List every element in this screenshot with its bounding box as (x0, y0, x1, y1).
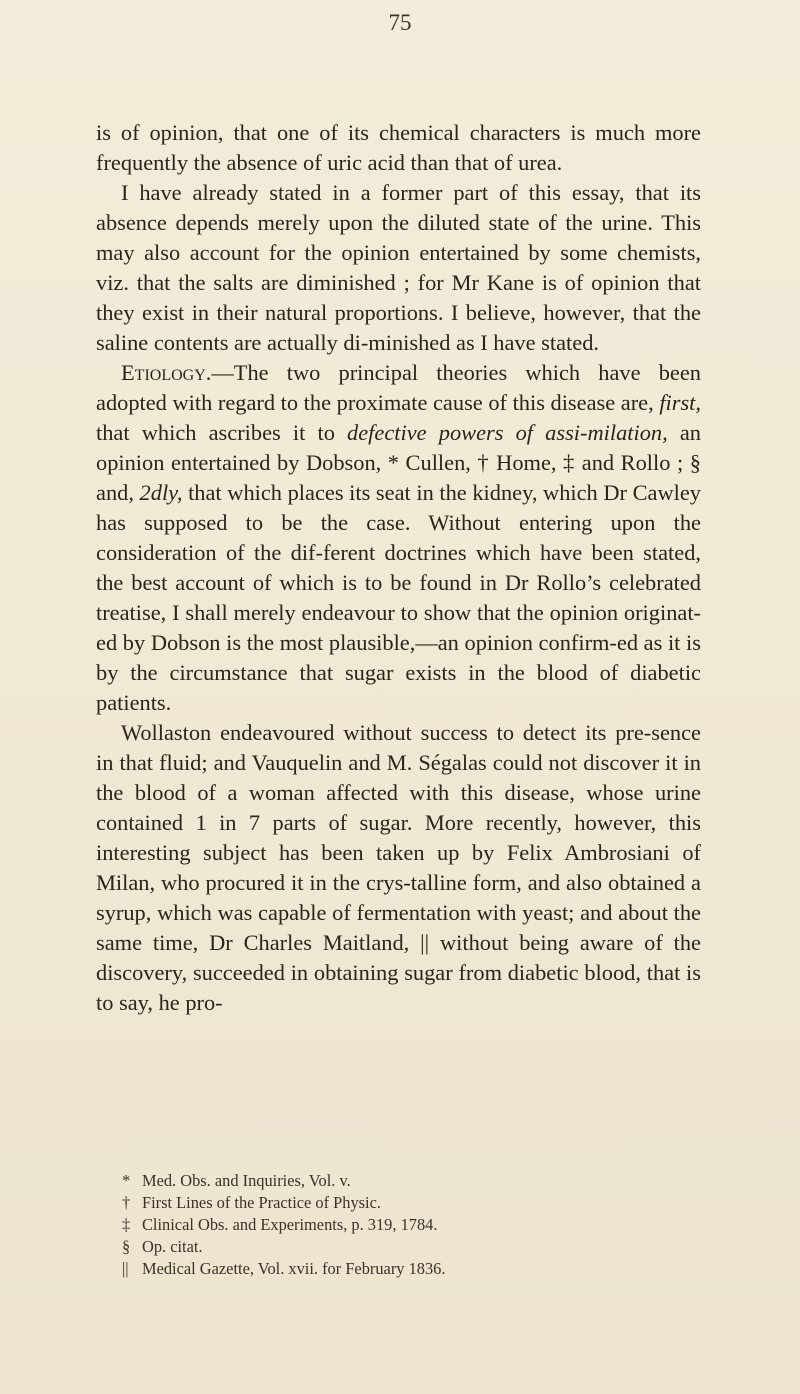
etiology-text-1: —The two principal theories which have been adopted with regard to the proximate cause of this disease are, (96, 360, 701, 415)
footnote-mark: || (122, 1259, 129, 1278)
etiology-defective-powers: defective powers of assi-milation, (347, 420, 668, 445)
footnote-text: Op. citat. (142, 1237, 203, 1256)
body-text (96, 118, 701, 1018)
etiology-text-3: an opinion entertained by Dobson, * Cullen, † Home, ‡ and Rollo ; § and, (96, 420, 701, 505)
etiology-text-2: that which ascribes it to (96, 420, 348, 445)
page-number: 75 (388, 10, 412, 35)
paragraph-wollaston: Wollaston endeavoured without success to detect its pre-sence in that fluid; and Vauquelin and M. Ségalas could not discover it in the blood of a woman affected with this disease, whose urine contained 1 in 7 parts of sugar. More recently, however, this interesting subject has been taken up by Felix Ambrosiani of Milan, who procured it in the crys-talline form, and also obtained a syrup, which was capable of fermentation with yeast; and about the same time, Dr Charles Maitland, || without being aware of the discovery, succeeded in obtaining sugar from diabetic blood, that is to say, he pro- (96, 720, 701, 1015)
etiology-first: first, (659, 390, 701, 415)
paragraph-urine-dilution: I have already stated in a former part of this essay, that its absence depends merely upon the diluted state of the urine. This may also account for the opinion entertained by some chemists, viz. that the salts are diminished ; for Mr Kane is of opinion that they exist in their natural proportions. I believe, however, that the saline contents are actually di-minished as I have stated. (96, 180, 701, 355)
footnote (122, 1192, 712, 1214)
footnote-text: First Lines of the Practice of Physic. (142, 1193, 381, 1212)
footnotes (122, 1170, 712, 1280)
footnote-mark: † (122, 1193, 131, 1212)
footnote-mark: * (122, 1171, 131, 1190)
footnote-mark: ‡ (122, 1215, 131, 1234)
paragraph-continuation: is of opinion, that one of its chemical characters is much more frequently the absence of uric acid than that of urea. (96, 120, 701, 175)
paragraph-etiology (96, 358, 701, 718)
footnote (122, 1258, 712, 1280)
footnote (122, 1214, 712, 1236)
etiology-second: 2dly, (139, 480, 183, 505)
footnote-text: Med. Obs. and Inquiries, Vol. v. (142, 1171, 351, 1190)
footnote-text: Medical Gazette, Vol. xvii. for February 1836. (142, 1259, 446, 1278)
etiology-heading: Etiology. (121, 360, 212, 385)
footnote (122, 1236, 712, 1258)
footnote (122, 1170, 712, 1192)
footnote-text: Clinical Obs. and Experiments, p. 319, 1784. (142, 1215, 438, 1234)
etiology-text-4: that which places its seat in the kidney, which Dr Cawley has supposed to be the case. Without entering upon the consideration of the dif-ferent doctrines which have been stated, the best account of which is to be found in Dr Rollo’s celebrated treatise, I shall merely endeavour to show that the opinion originat-ed by Dobson is the most plausible,—an opinion confirm-ed as it is by the circumstance that sugar exists in the blood of diabetic patients. (96, 480, 701, 715)
footnote-mark: § (122, 1237, 131, 1256)
